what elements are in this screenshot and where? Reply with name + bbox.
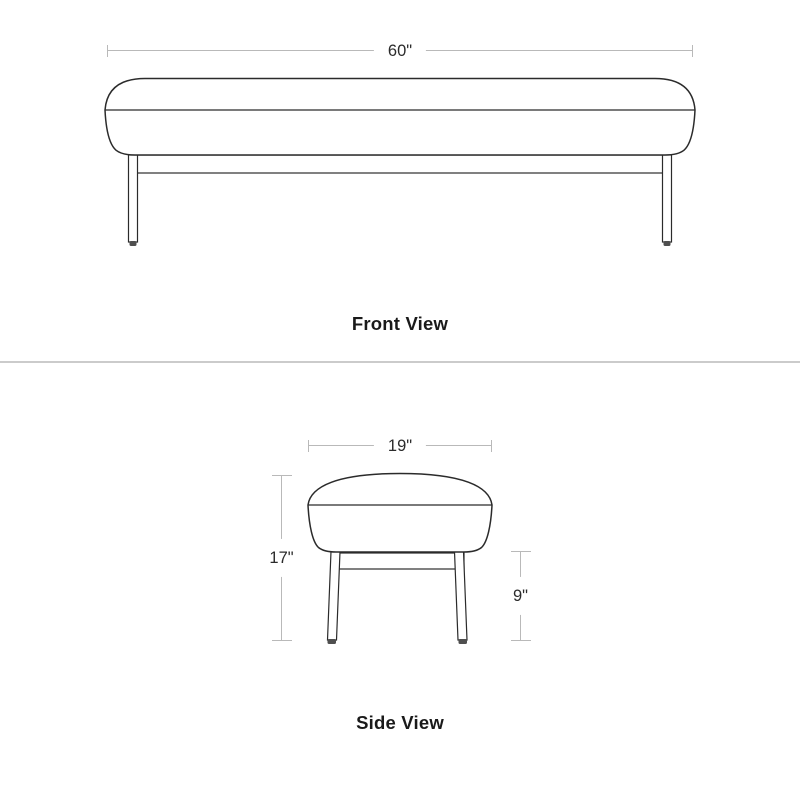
side-view-panel [0,362,800,800]
front-width-dimension-label: 60" [374,40,426,60]
front-right-leg [663,155,672,242]
side-right-foot [459,639,468,644]
side-view-drawing [0,362,800,800]
side-view-label: Side View [356,712,444,733]
side-left-leg [328,552,341,641]
side-bench-drawing [308,474,492,645]
side-overall-height-dimension [269,475,294,641]
front-left-leg [129,155,138,242]
front-cushion-outline [105,79,695,156]
side-leg-height-dimension-label: 9" [510,577,531,615]
side-stretcher-rail [334,553,464,569]
front-left-foot [130,241,137,246]
front-bench-drawing [105,79,695,247]
side-cushion-outline [308,474,492,553]
side-leg-height-dimension [512,551,529,641]
front-view-panel [0,0,800,361]
front-view-label: Front View [351,313,449,334]
side-depth-dimension [308,436,492,455]
side-overall-height-dimension-label: 17" [266,539,296,577]
side-depth-dimension-label: 19" [374,435,426,455]
side-left-foot [328,639,337,644]
front-stretcher-rail [133,155,667,173]
front-width-dimension [107,41,693,60]
side-right-leg [455,552,468,641]
front-right-foot [664,241,671,246]
